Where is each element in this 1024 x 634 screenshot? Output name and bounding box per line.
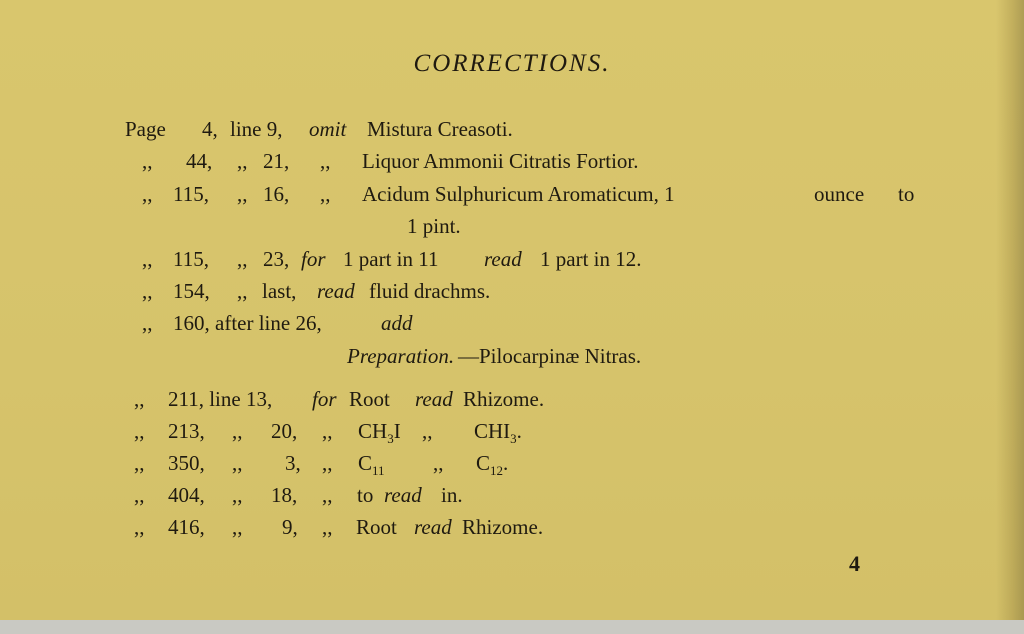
ditto-mark: ,,	[237, 247, 248, 271]
ditto-mark: ,,	[142, 182, 153, 206]
formula: $CH_3I$	[358, 419, 401, 447]
ditto-mark: ,,	[142, 311, 153, 335]
ditto-mark: ,,	[433, 451, 444, 475]
row-label: Page	[125, 117, 166, 141]
ditto-mark: ,,	[322, 515, 333, 539]
ditto-mark: ,,	[232, 419, 243, 443]
correction-text: Preparation.	[347, 344, 455, 368]
formula: $C_{12}$.	[476, 451, 509, 479]
correction-text: 1 part in 12.	[540, 247, 642, 271]
scan-bottom-strip	[0, 620, 1024, 634]
page-ref: 115,	[173, 182, 209, 206]
ditto-mark: ,,	[134, 483, 145, 507]
correction-text: Acidum Sulphuricum Aromaticum, 1	[362, 182, 675, 206]
instruction-word: omit	[309, 117, 347, 141]
ditto-mark: ,,	[232, 451, 243, 475]
correction-text: in.	[441, 483, 463, 507]
page-number: 4	[849, 551, 860, 576]
page-title: CORRECTIONS.	[413, 50, 611, 77]
ditto-mark: ,,	[237, 149, 248, 173]
page-ref: 211, line 13,	[168, 387, 273, 411]
instruction-word: for	[301, 247, 326, 271]
ditto-mark: ,,	[232, 483, 243, 507]
correction-text: Liquor Ammonii Citratis Fortior.	[362, 149, 639, 173]
ditto-mark: ,,	[232, 515, 243, 539]
correction-text: 1 pint.	[407, 214, 461, 238]
ditto-mark: ,,	[422, 419, 433, 443]
line-ref: last,	[262, 279, 297, 303]
correction-text: Rhizome.	[462, 515, 544, 539]
ditto-mark: ,,	[320, 182, 331, 206]
correction-text: to	[898, 182, 915, 206]
correction-text: ounce	[814, 182, 865, 206]
line-ref: 16,	[263, 182, 290, 206]
correction-text: —Pilocarpinæ Nitras.	[458, 344, 642, 368]
page-ref: 213,	[168, 419, 205, 443]
correction-text: to	[357, 483, 374, 507]
correction-text: Root	[349, 387, 390, 411]
line-ref: line 9,	[230, 117, 283, 141]
correction-text: Rhizome.	[463, 387, 545, 411]
formula: $C_{11}$	[358, 451, 385, 479]
instruction-word: for	[312, 387, 337, 411]
ditto-mark: ,,	[142, 279, 153, 303]
ditto-mark: ,,	[134, 387, 145, 411]
ditto-mark: ,,	[134, 419, 145, 443]
line-ref: 18,	[271, 483, 298, 507]
page-ref: 115,	[173, 247, 209, 271]
ditto-mark: ,,	[320, 149, 331, 173]
ditto-mark: ,,	[142, 247, 153, 271]
formula: $CHI_3$.	[474, 419, 522, 447]
correction-text: 1 part in 11	[343, 247, 439, 271]
line-ref: 20,	[271, 419, 298, 443]
page-ref: 44,	[186, 149, 213, 173]
line-ref: 9,	[282, 515, 298, 539]
correction-text: Mistura Creasoti.	[367, 117, 513, 141]
page-ref: 154,	[173, 279, 210, 303]
ditto-mark: ,,	[322, 483, 333, 507]
ditto-mark: ,,	[322, 451, 333, 475]
page-ref: 4,	[202, 117, 218, 141]
instruction-word: read	[384, 483, 422, 507]
instruction-word: read	[415, 387, 453, 411]
page-ref: 350,	[168, 451, 205, 475]
line-ref: 23,	[263, 247, 290, 271]
page-ref: 404,	[168, 483, 205, 507]
instruction-word: read	[484, 247, 522, 271]
page-ref: 416,	[168, 515, 205, 539]
page-ref: 160, after line 26,	[173, 311, 322, 335]
instruction-word: read	[317, 279, 355, 303]
correction-text: Root	[356, 515, 397, 539]
ditto-mark: ,,	[134, 451, 145, 475]
ditto-mark: ,,	[322, 419, 333, 443]
ditto-mark: ,,	[237, 182, 248, 206]
ditto-mark: ,,	[142, 149, 153, 173]
page-edge-shadow	[996, 0, 1024, 620]
line-ref: 3,	[285, 451, 301, 475]
ditto-mark: ,,	[134, 515, 145, 539]
instruction-word: read	[414, 515, 452, 539]
ditto-mark: ,,	[237, 279, 248, 303]
line-ref: 21,	[263, 149, 290, 173]
correction-text: fluid drachms.	[369, 279, 491, 303]
instruction-word: add	[381, 311, 413, 335]
